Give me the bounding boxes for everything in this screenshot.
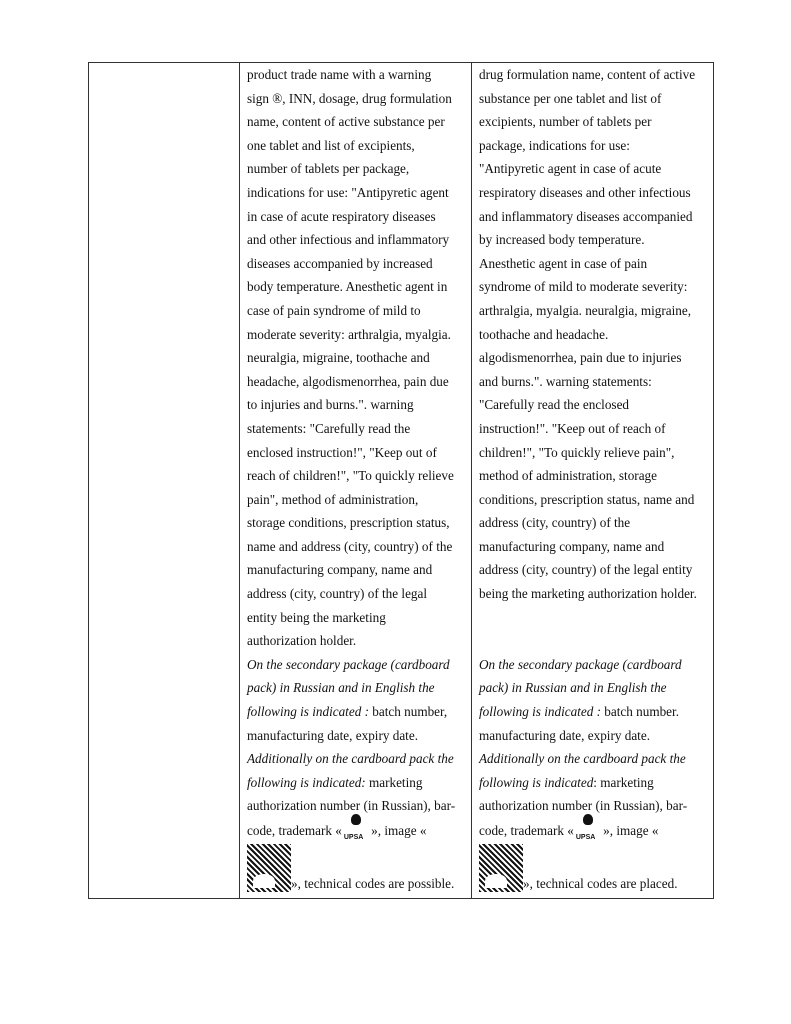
text-line <box>247 87 471 111</box>
text: diseases accompanied by increased <box>247 255 433 271</box>
text-line <box>247 629 471 653</box>
text-line <box>479 700 713 724</box>
text-line <box>247 110 471 134</box>
text: product trade name with a warning <box>247 67 432 82</box>
text: excipients, number of tablets per <box>479 114 652 130</box>
text-line <box>479 441 713 465</box>
text: and inflammatory diseases accompanied <box>479 208 693 224</box>
document-table <box>88 62 714 899</box>
text-line <box>247 582 471 606</box>
text-line <box>479 417 713 441</box>
upsa-trademark-logo-icon <box>342 818 368 841</box>
text: and other infectious and inflammatory <box>247 232 450 248</box>
text-line <box>479 181 713 205</box>
text-line <box>247 441 471 465</box>
text: authorization number (in Russian), bar- <box>479 798 688 814</box>
text: number of tablets per package, <box>247 161 410 177</box>
text-line <box>247 511 471 535</box>
cell-empty <box>89 63 240 899</box>
text-line <box>479 535 713 559</box>
text: case of pain syndrome of mild to <box>247 302 421 318</box>
text: headache, algodismenorrhea, pain due <box>247 373 449 389</box>
text: method of administration, storage <box>479 468 657 484</box>
text-line <box>247 535 471 559</box>
text: », image « <box>599 823 659 838</box>
text: batch number. <box>600 704 679 720</box>
text: children!", "To quickly relieve pain", <box>479 444 675 460</box>
text: code, trademark « <box>479 823 574 838</box>
text: manufacturing company, name and <box>247 562 433 578</box>
text-line <box>479 63 713 87</box>
text: batch number, <box>368 704 448 720</box>
text: address (city, country) of the legal entity <box>479 562 693 578</box>
text-line <box>247 393 471 417</box>
text: indications for use: "Antipyretic agent <box>247 184 449 200</box>
text: authorization number (in Russian), bar- <box>247 798 456 814</box>
text-line <box>479 511 713 535</box>
text-line <box>247 323 471 347</box>
italic-text: following is indicated : <box>247 704 369 720</box>
text: moderate severity: arthralgia, myalgia. <box>247 326 451 342</box>
text-line-tail <box>523 872 678 896</box>
text: to injuries and burns.". warning <box>247 397 414 413</box>
text: one tablet and list of excipients, <box>247 137 415 153</box>
text: manufacturing date, expiry date. <box>247 727 418 743</box>
text: Anesthetic agent in case of pain <box>479 255 648 271</box>
text: "Carefully read the enclosed <box>479 397 630 413</box>
package-image-icon <box>247 844 291 892</box>
text-line <box>247 370 471 394</box>
text: substance per one tablet and list of <box>479 90 662 106</box>
text: toothache and headache. <box>479 326 609 342</box>
text: drug formulation name, content of active <box>479 67 696 82</box>
trademark-label: UPSA <box>575 834 596 841</box>
text: name and address (city, country) of the <box>247 538 453 554</box>
italic-text: following is indicated : <box>479 704 601 720</box>
text: manufacturing date, expiry date. <box>479 727 650 743</box>
text-line <box>247 299 471 323</box>
text: being the marketing authorization holder. <box>479 586 697 602</box>
text-line <box>479 134 713 158</box>
text-line <box>247 700 471 724</box>
text-line <box>479 275 713 299</box>
text: arthralgia, myalgia. neuralgia, migraine, <box>479 302 692 318</box>
text: conditions, prescription status, name and <box>479 491 695 507</box>
text-line <box>479 629 713 653</box>
text-line <box>479 87 713 111</box>
text-line <box>247 818 471 842</box>
text: marketing <box>365 774 423 790</box>
text: pain", method of administration, <box>247 491 419 507</box>
text: neuralgia, migraine, toothache and <box>247 350 430 366</box>
table-row <box>89 63 714 899</box>
text-line <box>479 157 713 181</box>
text: enclosed instruction!", "Keep out of <box>247 444 437 460</box>
text-line <box>247 653 471 677</box>
text: instruction!". "Keep out of reach of <box>479 420 666 436</box>
text-line <box>479 323 713 347</box>
text-line <box>247 157 471 181</box>
text-line <box>479 346 713 370</box>
text-line <box>479 110 713 134</box>
text-line <box>247 558 471 582</box>
text: address (city, country) of the legal <box>247 586 428 602</box>
text-line <box>479 464 713 488</box>
text: name, content of active substance per <box>247 114 445 130</box>
italic-text: pack) in Russian and in English the <box>247 680 435 696</box>
text-line-tail <box>291 872 454 896</box>
text: manufacturing company, name and <box>479 538 665 554</box>
text: and burns.". warning statements: <box>479 373 652 389</box>
text-line <box>479 582 713 606</box>
text-line <box>479 747 713 771</box>
text-line <box>479 818 713 842</box>
text-line <box>247 417 471 441</box>
text: », image « <box>367 823 427 838</box>
italic-text: On the secondary package (cardboard <box>247 656 450 672</box>
text-line <box>247 181 471 205</box>
text-line <box>479 794 713 818</box>
italic-text: On the secondary package (cardboard <box>479 656 682 672</box>
text: statements: "Carefully read the <box>247 420 411 436</box>
text-line <box>247 842 471 894</box>
text: », technical codes are possible. <box>291 876 455 891</box>
text: sign ®, INN, dosage, drug formulation <box>247 90 452 106</box>
text-line <box>247 771 471 795</box>
text-line <box>479 228 713 252</box>
text: syndrome of mild to moderate severity: <box>479 279 688 295</box>
text-line <box>479 299 713 323</box>
text-line <box>247 724 471 748</box>
text-line <box>479 724 713 748</box>
text: », technical codes are placed. <box>523 876 678 891</box>
text: storage conditions, prescription status, <box>247 515 450 531</box>
text-line <box>479 676 713 700</box>
text-line <box>479 653 713 677</box>
trademark-label: UPSA <box>343 834 364 841</box>
text-line <box>479 252 713 276</box>
text-line <box>247 205 471 229</box>
text: "Antipyretic agent in case of acute <box>479 161 662 177</box>
italic-text: Additionally on the cardboard pack the <box>247 751 454 767</box>
text: entity being the marketing <box>247 609 386 625</box>
text-line <box>247 676 471 700</box>
package-image-icon <box>479 844 523 892</box>
text-line <box>247 488 471 512</box>
cell-proposed-text <box>240 63 472 899</box>
text-line <box>247 606 471 630</box>
cell-current-text <box>472 63 714 899</box>
text: reach of children!", "To quickly relieve <box>247 468 454 484</box>
text-line <box>247 134 471 158</box>
text-line <box>479 205 713 229</box>
text: by increased body temperature. <box>479 232 645 248</box>
text-line <box>479 606 713 630</box>
text: authorization holder. <box>247 633 357 649</box>
text-line <box>479 558 713 582</box>
text: package, indications for use: <box>479 137 630 153</box>
text: in case of acute respiratory diseases <box>247 208 436 224</box>
text: respiratory diseases and other infectious <box>479 184 691 200</box>
text-line <box>479 842 713 894</box>
upsa-trademark-logo-icon <box>574 818 600 841</box>
italic-text: pack) in Russian and in English the <box>479 680 667 696</box>
text: code, trademark « <box>247 823 342 838</box>
text-line <box>247 747 471 771</box>
italic-text: following is indicated <box>479 774 594 790</box>
text-line <box>479 771 713 795</box>
text-line <box>479 488 713 512</box>
text-line <box>247 63 471 87</box>
text-line <box>247 275 471 299</box>
text-line <box>247 252 471 276</box>
italic-text: Additionally on the cardboard pack the <box>479 751 686 767</box>
text: algodismenorrhea, pain due to injuries <box>479 350 682 366</box>
text: body temperature. Anesthetic agent in <box>247 279 448 295</box>
text-line <box>479 393 713 417</box>
text-line <box>247 346 471 370</box>
text-line <box>479 370 713 394</box>
text: address (city, country) of the <box>479 515 631 531</box>
text: : marketing <box>593 774 654 790</box>
italic-text: following is indicated: <box>247 774 366 790</box>
text-line <box>247 464 471 488</box>
text-line <box>247 228 471 252</box>
